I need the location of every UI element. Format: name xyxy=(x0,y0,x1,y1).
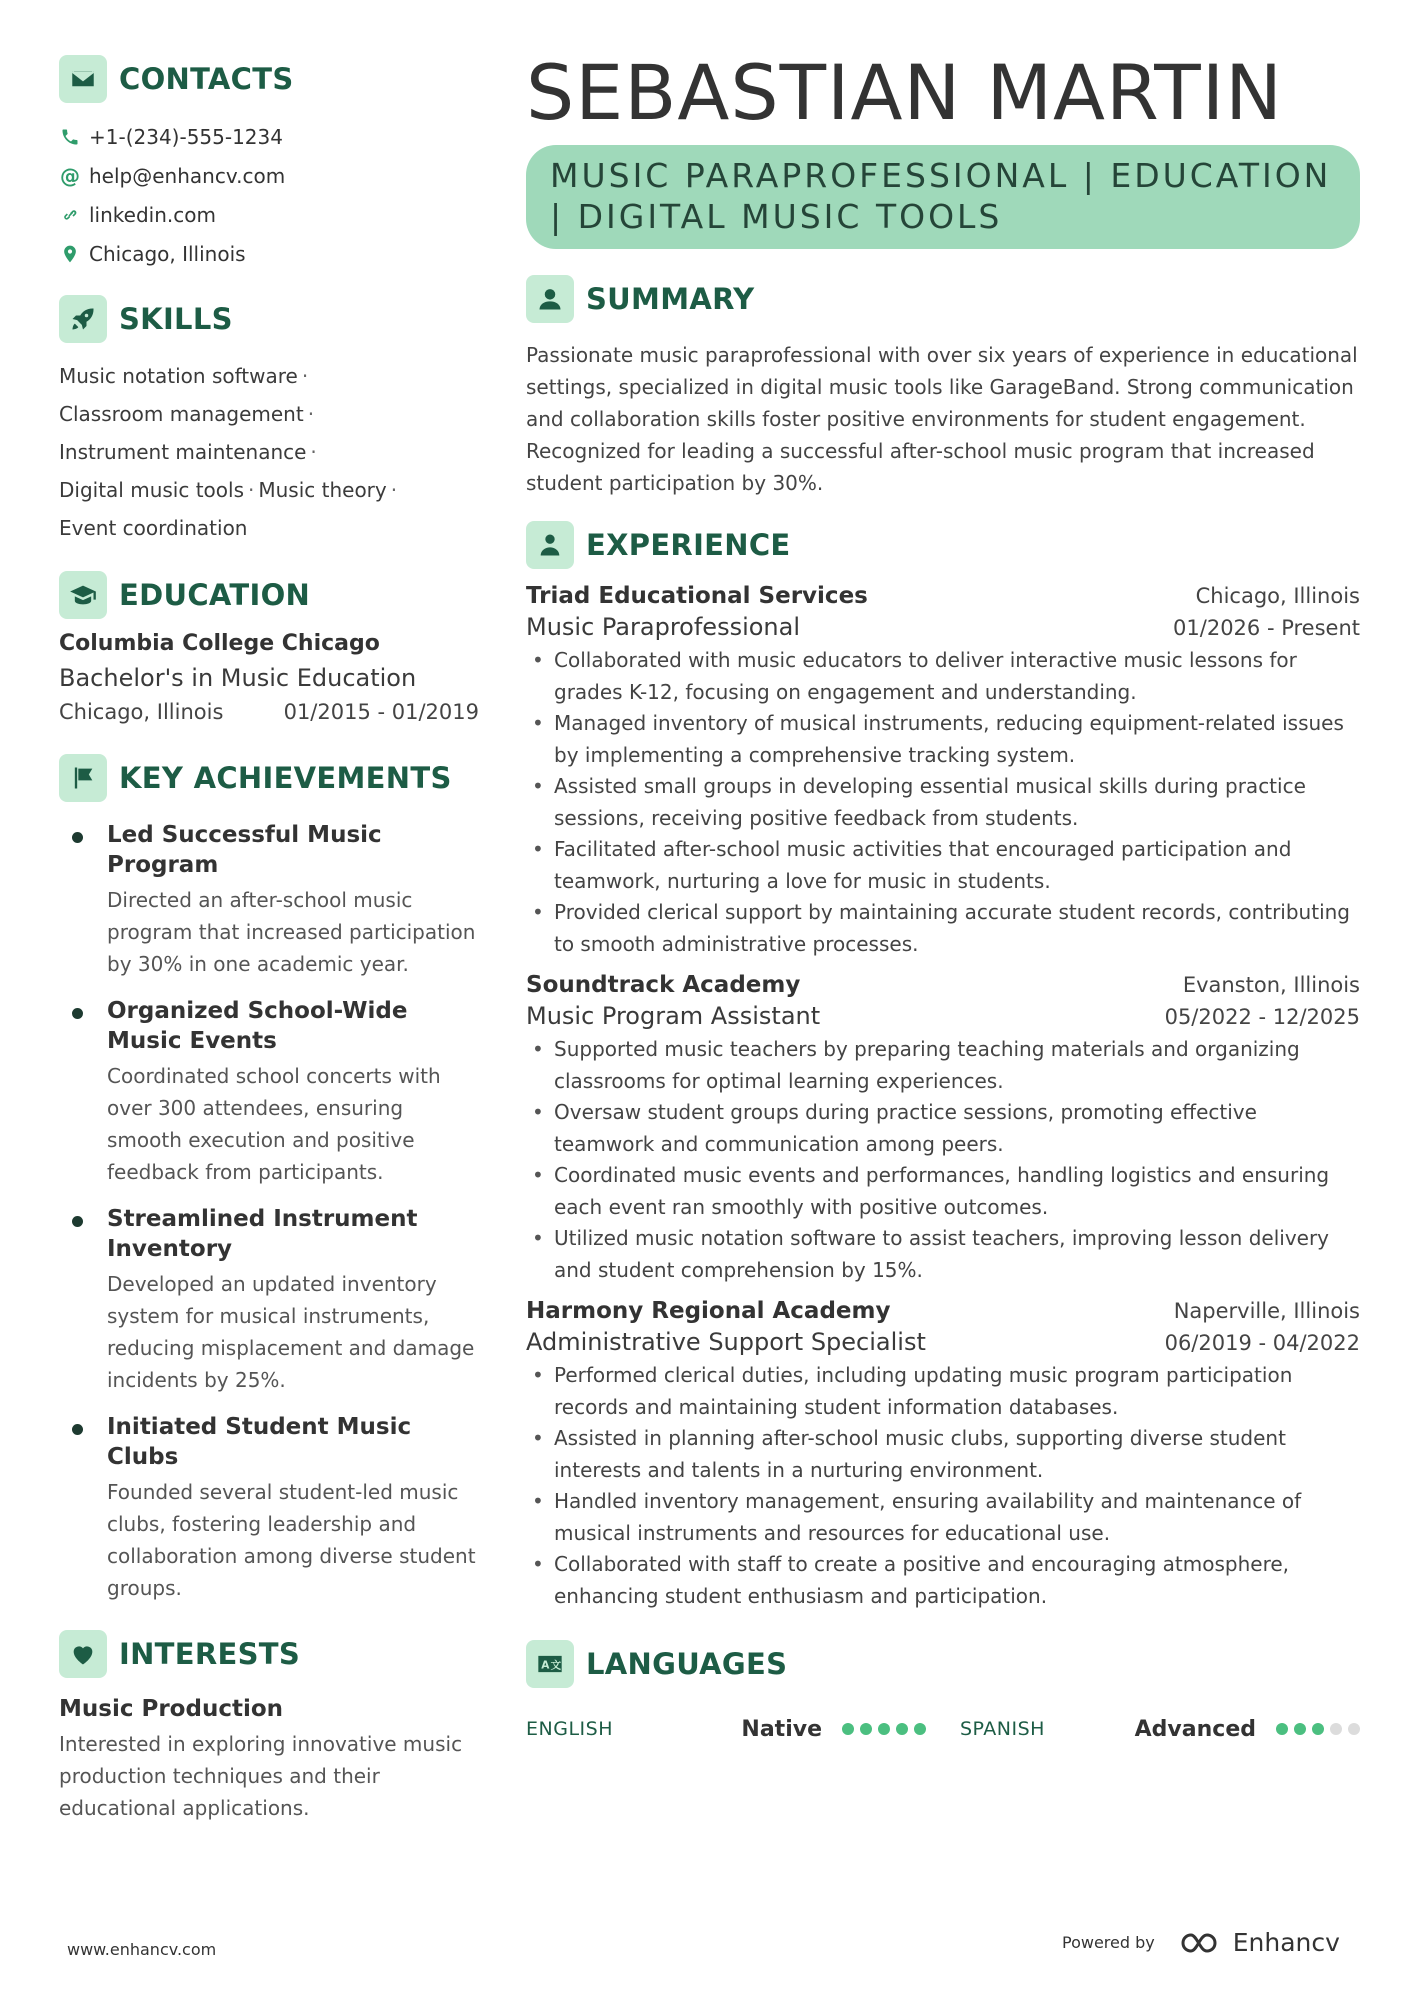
languages-row xyxy=(526,1714,1360,1744)
language-level: Advanced xyxy=(1134,1716,1256,1742)
rating-dot xyxy=(1276,1723,1288,1735)
job-company: Triad Educational Services xyxy=(526,583,868,609)
job-role: Administrative Support Specialist xyxy=(526,1328,926,1356)
skill-item: Classroom management xyxy=(59,402,304,426)
job-bullet: • Utilized music notation software to assist teachers, improving lesson delivery and student comprehension by 15%. xyxy=(526,1223,1360,1286)
languages-heading xyxy=(526,1640,1360,1688)
rating-dot xyxy=(842,1723,854,1735)
job-entry xyxy=(526,583,1360,960)
at-icon: @ xyxy=(60,163,80,188)
phone-icon xyxy=(59,126,81,148)
languages-title: LANGUAGES xyxy=(586,1647,788,1681)
translate-icon xyxy=(526,1640,574,1688)
left-column xyxy=(59,55,479,1824)
education-meta xyxy=(59,700,479,724)
job-location: Evanston, Illinois xyxy=(1182,973,1360,997)
phone-text: +1-(234)-555-1234 xyxy=(89,124,283,149)
experience-title: EXPERIENCE xyxy=(586,528,791,562)
rating-dot xyxy=(896,1723,908,1735)
job-location: Naperville, Illinois xyxy=(1173,1299,1360,1323)
skill-item: Instrument maintenance xyxy=(59,440,307,464)
skill-item: Music theory xyxy=(258,478,387,502)
headline-line-2: | DIGITAL MUSIC TOOLS xyxy=(550,197,1003,236)
rating-dot xyxy=(878,1723,890,1735)
job-bullet: • Handled inventory management, ensuring availability and maintenance of musical instruments and resources for educational use. xyxy=(526,1486,1360,1549)
achievement-desc: Coordinated school concerts with over 300 attendees, ensuring smooth execution and positive feedback from participants. xyxy=(107,1064,441,1184)
contact-phone[interactable] xyxy=(59,117,479,156)
interests-heading xyxy=(59,1630,479,1678)
experience-list xyxy=(526,583,1360,1612)
flag-icon xyxy=(59,754,107,802)
achievement-title: Led Successful Music Program xyxy=(107,822,382,878)
education-location: Chicago, Illinois xyxy=(59,700,224,724)
powered-by-text: Powered by xyxy=(1062,1933,1155,1952)
language-item xyxy=(960,1717,1360,1742)
achievement-title: Organized School-Wide Music Events xyxy=(107,998,408,1054)
rating-dot xyxy=(1312,1723,1324,1735)
enhancv-logo xyxy=(1179,1928,1340,1957)
rocket-icon xyxy=(59,295,107,343)
enhancv-logo-icon xyxy=(1179,1929,1227,1957)
education-title: EDUCATION xyxy=(119,578,311,612)
language-level: Native xyxy=(741,1716,822,1742)
achievement-item xyxy=(59,1204,479,1396)
briefcase-user-icon xyxy=(526,521,574,569)
job-dates: 06/2019 - 04/2022 xyxy=(1164,1331,1360,1355)
contact-email[interactable] xyxy=(59,156,479,195)
language-item xyxy=(526,1717,926,1742)
footer-branding[interactable] xyxy=(1062,1928,1340,1957)
brand-name: Enhancv xyxy=(1232,1928,1340,1957)
skill-item: Music notation software xyxy=(59,364,298,388)
achievement-item xyxy=(59,820,479,980)
svg-text:A: A xyxy=(541,1659,550,1672)
job-bullet: • Assisted small groups in developing essential musical skills during practice sessions, receiving positive feedback from students. xyxy=(526,771,1360,834)
skill-item: Event coordination xyxy=(59,516,248,540)
job-bullet: • Collaborated with staff to create a positive and encouraging atmosphere, enhancing student enthusiasm and participation. xyxy=(526,1549,1360,1612)
job-company: Harmony Regional Academy xyxy=(526,1298,891,1324)
location-text: Chicago, Illinois xyxy=(89,241,246,266)
contact-list xyxy=(59,117,479,273)
right-column xyxy=(526,48,1360,1744)
achievements-list xyxy=(59,820,479,1604)
achievement-title: Streamlined Instrument Inventory xyxy=(107,1206,418,1262)
rating-dot xyxy=(1294,1723,1306,1735)
rating-dot xyxy=(914,1723,926,1735)
job-role: Music Paraprofessional xyxy=(526,613,801,641)
job-bullet: • Collaborated with music educators to deliver interactive music lessons for grades K-12, focusing on engagement and understanding. xyxy=(526,645,1360,708)
user-icon xyxy=(526,275,574,323)
skills-title: SKILLS xyxy=(119,302,233,336)
job-bullet: • Performed clerical duties, including updating music program participation records and maintaining student information databases. xyxy=(526,1360,1360,1423)
language-rating xyxy=(1276,1723,1360,1735)
skill-item: Digital music tools xyxy=(59,478,244,502)
contact-linkedin[interactable] xyxy=(59,195,479,234)
envelope-icon xyxy=(59,55,107,103)
interest-desc: Interested in exploring innovative music production techniques and their educational applications. xyxy=(59,1732,463,1820)
contact-location xyxy=(59,234,479,273)
achievement-desc: Directed an after-school music program that increased participation by 30% in one academic year. xyxy=(107,888,476,976)
rating-dot xyxy=(1348,1723,1360,1735)
education-dates: 01/2015 - 01/2019 xyxy=(283,700,479,724)
achievement-desc: Developed an updated inventory system for musical instruments, reducing misplacement and damage incidents by 25%. xyxy=(107,1272,475,1392)
achievements-title: KEY ACHIEVEMENTS xyxy=(119,761,452,795)
job-bullets xyxy=(526,645,1360,960)
job-bullets xyxy=(526,1034,1360,1286)
candidate-name: SEBASTIAN MARTIN xyxy=(526,48,1283,137)
contacts-heading xyxy=(59,55,479,103)
skills-list: Music notation software · Classroom management · Instrument maintenance · Digital music tools · Music theory · Event coordination xyxy=(59,364,398,540)
job-bullet: • Managed inventory of musical instruments, reducing equipment-related issues by implementing a comprehensive tracking system. xyxy=(526,708,1360,771)
skills-heading xyxy=(59,295,479,343)
job-bullet: • Facilitated after-school music activities that encouraged participation and teamwork, nurturing a love for music in students. xyxy=(526,834,1360,897)
email-text: help@enhancv.com xyxy=(89,163,286,188)
job-bullet: • Supported music teachers by preparing teaching materials and organizing classrooms for optimal learning experiences. xyxy=(526,1034,1360,1097)
contacts-title: CONTACTS xyxy=(119,62,294,96)
job-bullets xyxy=(526,1360,1360,1612)
headline-box xyxy=(526,145,1360,249)
achievement-item xyxy=(59,1412,479,1604)
svg-text:文: 文 xyxy=(550,1659,562,1672)
language-rating xyxy=(842,1723,926,1735)
summary-heading xyxy=(526,275,1360,323)
heart-icon xyxy=(59,1630,107,1678)
rating-dot xyxy=(860,1723,872,1735)
job-dates: 01/2026 - Present xyxy=(1173,616,1360,640)
summary-text: Passionate music paraprofessional with over six years of experience in educational settings, specialized in digital music tools like GarageBand. Strong communication and collaboration skills foster positive environments for student engagement. Recognized for leading a successful after-school music program that increased student participation by 30%. xyxy=(526,343,1358,495)
summary-title: SUMMARY xyxy=(586,282,755,316)
footer-url[interactable]: www.enhancv.com xyxy=(67,1940,217,1959)
linkedin-text: linkedin.com xyxy=(89,202,216,227)
interest-title: Music Production xyxy=(59,1696,284,1722)
location-pin-icon xyxy=(59,243,81,265)
job-company: Soundtrack Academy xyxy=(526,972,801,998)
interests-title: INTERESTS xyxy=(119,1637,301,1671)
achievement-item xyxy=(59,996,479,1188)
job-bullet: • Assisted in planning after-school music clubs, supporting diverse student interests and talents in a nurturing environment. xyxy=(526,1423,1360,1486)
experience-heading xyxy=(526,521,1360,569)
job-bullet: • Coordinated music events and performances, handling logistics and ensuring each event ran smoothly with positive outcomes. xyxy=(526,1160,1360,1223)
job-entry xyxy=(526,1298,1360,1612)
job-bullet: • Oversaw student groups during practice sessions, promoting effective teamwork and communication among peers. xyxy=(526,1097,1360,1160)
link-icon xyxy=(59,204,81,226)
achievement-desc: Founded several student-led music clubs, fostering leadership and collaboration among diverse student groups. xyxy=(107,1480,476,1600)
job-bullet: • Provided clerical support by maintaining accurate student records, contributing to smooth administrative processes. xyxy=(526,897,1360,960)
language-name: ENGLISH xyxy=(526,1718,613,1740)
job-role: Music Program Assistant xyxy=(526,1002,821,1030)
education-heading xyxy=(59,571,479,619)
achievements-heading xyxy=(59,754,479,802)
language-name: SPANISH xyxy=(960,1718,1045,1740)
education-school: Columbia College Chicago xyxy=(59,631,380,656)
job-entry xyxy=(526,972,1360,1286)
headline-line-1: MUSIC PARAPROFESSIONAL | EDUCATION xyxy=(550,156,1332,195)
job-dates: 05/2022 - 12/2025 xyxy=(1164,1005,1360,1029)
education-degree: Bachelor's in Music Education xyxy=(59,664,417,692)
graduation-cap-icon xyxy=(59,571,107,619)
rating-dot xyxy=(1330,1723,1342,1735)
achievement-title: Initiated Student Music Clubs xyxy=(107,1414,412,1470)
job-location: Chicago, Illinois xyxy=(1195,584,1360,608)
